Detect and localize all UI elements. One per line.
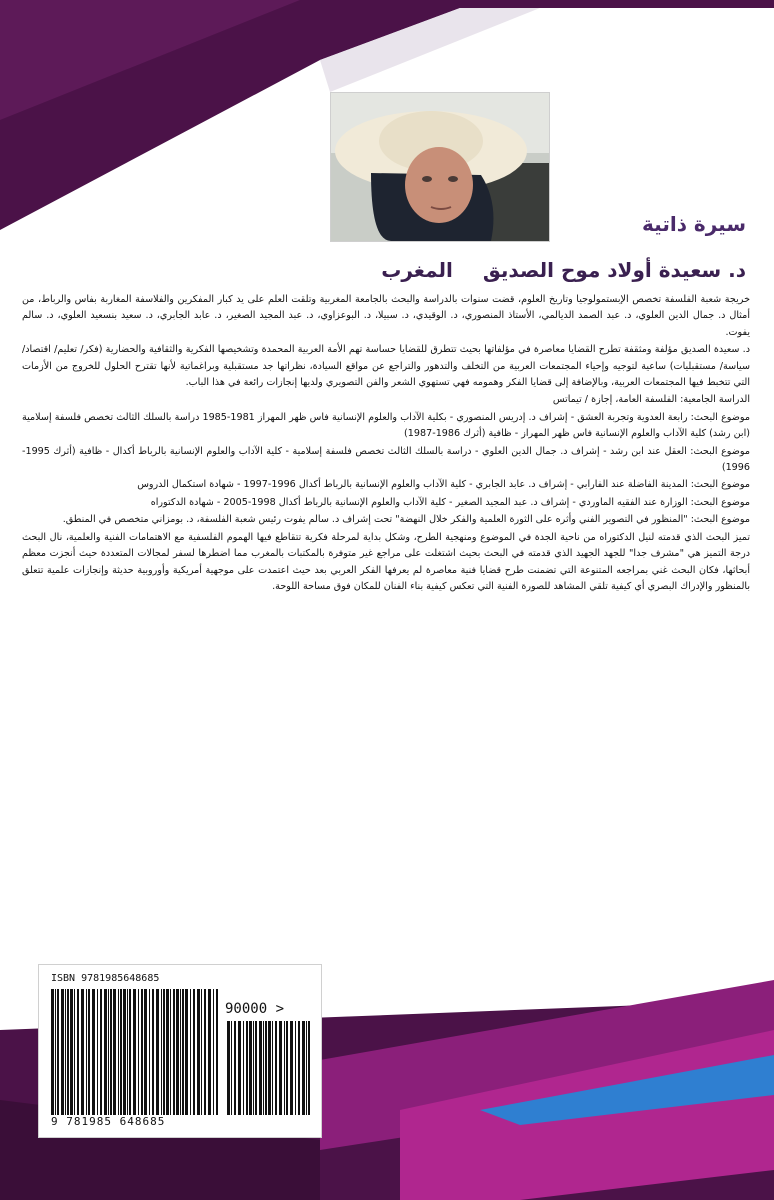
bio-paragraph: موضوع البحث: العقل عند ابن رشد - إشراف د. جمال الدين العلوي - دراسة بالسلك الثالث تخصص فلسفة إسلامية - كلية الآداب والعلوم الإنسانية بالرباط أكدال - ظافية (أثرك 1995-1996)	[22, 445, 750, 474]
author-line	[381, 258, 746, 282]
barcode-bars-main	[49, 989, 219, 1115]
bio-paragraph: موضوع البحث: المدينة الفاضلة عند الفارابي - إشراف د. عابد الجابري - كلية الآداب والعلوم الإنسانية بالرباط أكدال 1996-1997 - شهادة استكمال الدروس	[137, 479, 750, 491]
isbn-top-label: ISBN 9781985648685	[51, 973, 160, 984]
bio-text	[22, 292, 750, 596]
bio-paragraph: تميز البحث الذي قدمته لنيل الدكتوراه من ناحية الجدة في الموضوع ومنهجية الطرح، وشكل بداية لمرحلة فكرية تتقاطع فيها الهموم الفلسفية مع الاهتمامات الفنية والعلمية، نال البحث درجة التميز هي "مشرف جدا" للجهد الجهيد الذي قدمته في البحث بحيث اشتغلت على مراجع غير متوفرة بالمكتبات بالمغرب مما اضطرها لسفر لمجالات المتعددة حيث أنجزت معظم أبحاثها، فكان البحث غني بمراجعه المتنوعة التي تضمنت طرح قضايا فنية معاصرة لم يعرفها الفكر العربي بعد حيث اعتمدت على موجهية أمريكية وأوروبية حديثة وإنجازات علمية تتعلق بالمنظور والإدراك البصري أي كيفية تلقي المشاهد للصورة الفنية التي تعكس كيفية بناء الفنان للمكان فوق مساحة اللوحة.	[22, 531, 750, 592]
barcode-bars-addon	[225, 1021, 311, 1115]
bio-paragraph: موضوع البحث: "المنظور في التصوير الفني وأثره على الثورة العلمية والفكر خلال النهضة" تحت إشراف د. سالم يفوت رئيس شعبة الفلسفة، د. بومزاني متخصص في المنطق.	[62, 514, 750, 526]
price-code: 90000 >	[225, 1001, 285, 1017]
isbn-barcode	[38, 964, 322, 1138]
bio-paragraph: خريجة شعبة الفلسفة تخصص الإبستمولوجيا وتاريخ العلوم، قضت سنوات بالدراسة والبحث بالجامعة المغربية وتلقت العلم على يد كبار المفكرين والفلاسفة المغاربة بفاس والرباط، من أمثال د. جمال الدين العلوي، د. عبد الصمد الديالمي، الأستاذ المنصوري، د. الوقيدي، د. سبيلا، د. البوعزاوي، د. عبد المجيد الصغير، د. عابد الجابري، د. سعيد بنسعيد العلوي، د. سالم يفوت.	[22, 294, 750, 338]
author-name: د. سعيدة أولاد موح الصديق	[482, 258, 746, 282]
bio-paragraph: موضوع البحث: الوزارة عند الفقيه الماوردي - إشراف د. عبد المجيد الصغير - كلية الآداب والعلوم الإنسانية بالرباط أكدال 1998-2005 - شهادة الدكتوراه	[150, 496, 750, 508]
bio-heading: سيرة ذاتية	[642, 212, 746, 236]
author-country: المغرب	[381, 258, 453, 282]
bio-paragraph: الدراسة الجامعية: الفلسفة العامة، إجازة / تيماتس	[552, 394, 750, 406]
author-photo	[330, 92, 550, 242]
isbn-bottom-label: 9 781985 648685	[51, 1115, 166, 1128]
bio-paragraph: د. سعيدة الصديق مؤلفة ومثقفة تطرح القضايا معاصرة في مؤلفاتها بحيث تتطرق للقضايا حساسة تهم الأمة العربية المحمدة وتشخيصها الفكرية والثقافية والحضارية (فكر/ تعليم/ اقتصاد/ سياسة/ مستقبليات) ساعية لتوجيه وإحياء المجتمعات العربية من التخلف والتدهور والتراجع عن مواقع السيادة، نظراتها جد مستقبلية وبراغماتية لأنها تقترح الحلول للخروج من الأزمات التي تتخبط فيها المجتمعات العربية، وبالإضافة إلى قضايا الفكر وهمومه فهي تستهوي الشعر والفن التصويري ولديها إنجازات رائعة في هذا الباب.	[22, 344, 750, 389]
bio-paragraph: موضوع البحث: رابعة العدوية وتجربة العشق - إشراف د. إدريس المنصوري - بكلية الآداب والعلوم الإنسانية فاس ظهر المهراز 1981-1985 دراسة بالسلك الثالث تخصص فلسفة إسلامية (ابن رشد) كلية الآداب والعلوم الإنسانية فاس ظهر المهراز - ظافية (أثرك 1986-1987)	[22, 411, 750, 440]
